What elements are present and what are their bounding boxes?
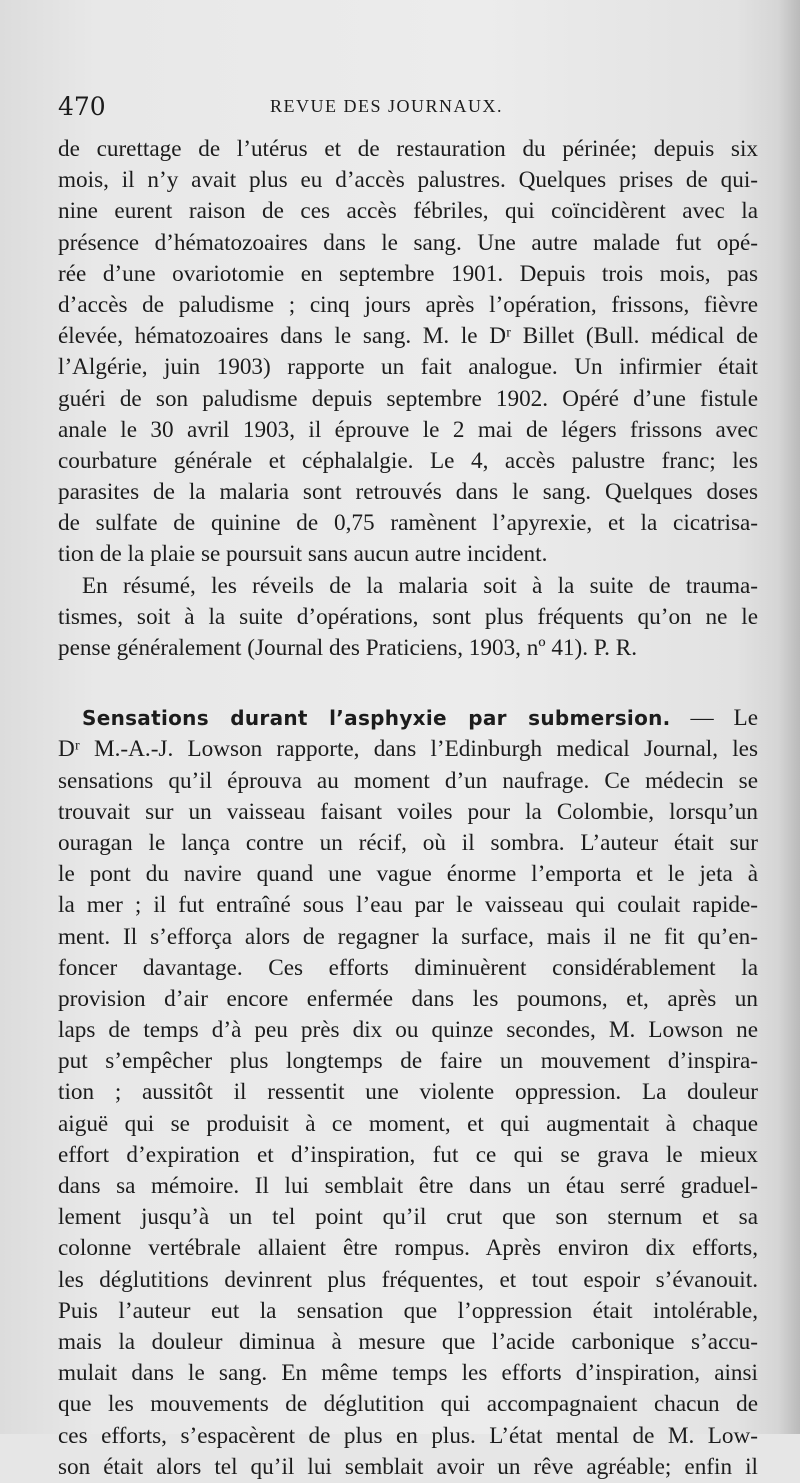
text-line: les déglutitions devinrent plus fréquentes, et tout espoir s’évanouit.	[58, 1266, 758, 1293]
text-line: aiguë qui se produisit à ce moment, et qui augmentait à chaque	[58, 1110, 758, 1137]
text-line: que les mouvements de déglutition qui accompagnaient chacun de	[58, 1391, 758, 1418]
text-line: tismes, soit à la suite d’opérations, sont plus fréquents qu’on ne le	[58, 603, 758, 630]
text-line: trouvait sur un vaisseau faisant voiles pour la Colombie, lorsqu’un	[58, 798, 758, 825]
text-line: En résumé, les réveils de la malaria soit à la suite de trauma-	[82, 572, 758, 599]
text-line: d’accès de paludisme ; cinq jours après l’opération, frissons, fièvre	[58, 291, 758, 318]
text-line: ces efforts, s’espacèrent de plus en plus. L’état mental de M. Low-	[58, 1422, 758, 1449]
text-line: tion de la plaie se poursuit sans aucun autre incident.	[58, 541, 548, 568]
text-line: put s’empêcher plus longtemps de faire un mouvement d’inspira-	[58, 1048, 758, 1075]
section-title-suffix: — Le	[670, 705, 758, 732]
text-line: lement jusqu’à un tel point qu’il crut que son sternum et sa	[58, 1204, 758, 1231]
text-line: mulait dans le sang. En même temps les efforts d’inspiration, ainsi	[58, 1360, 758, 1387]
text-line: provision d’air encore enfermée dans les poumons, et, après un	[58, 985, 758, 1012]
text-line: mois, il n’y avait plus eu d’accès palustres. Quelques prises de qui-	[58, 167, 758, 194]
text-line: guéri de son paludisme depuis septembre 1902. Opéré d’une fistule	[58, 385, 758, 412]
text-line: nine eurent raison de ces accès fébriles, qui coïncidèrent avec la	[58, 198, 758, 225]
section-title: Sensations durant l’asphyxie par submersion.	[82, 706, 671, 731]
text-line: laps de temps d’à peu près dix ou quinze secondes, M. Lowson ne	[58, 1017, 758, 1044]
text-line: effort d’expiration et d’inspiration, fut ce qui se grava le mieux	[58, 1141, 758, 1168]
text-line: rée d’une ovariotomie en septembre 1901. Depuis trois mois, pas	[58, 260, 758, 287]
text-line: le pont du navire quand une vague énorme l’emporta et le jeta à	[58, 861, 758, 888]
text-line: anale le 30 avril 1903, il éprouve le 2 mai de légers frissons avec	[58, 416, 758, 443]
text-line: mais la douleur diminua à mesure que l’acide carbonique s’accu-	[58, 1328, 758, 1355]
page-number: 470	[58, 92, 106, 121]
text-line: de sulfate de quinine de 0,75 ramènent l’apyrexie, et la cicatrisa-	[58, 510, 758, 537]
text-line: élevée, hématozoaires dans le sang. M. le Dʳ Billet (Bull. médical de	[58, 323, 758, 350]
text-line: Puis l’auteur eut la sensation que l’oppression était intolérable,	[58, 1297, 758, 1324]
running-title: REVUE DES JOURNAUX.	[270, 96, 504, 116]
text-line: courbature générale et céphalalgie. Le 4, accès palustre franc; les	[58, 447, 758, 474]
text-line: ment. Il s’efforça alors de regagner la surface, mais il ne fit qu’en-	[58, 923, 758, 950]
page-header	[58, 92, 748, 126]
body-text	[58, 134, 758, 1483]
paragraph-1	[58, 134, 758, 571]
text-line: colonne vertébrale allaient être rompus. Après environ dix efforts,	[58, 1235, 758, 1262]
text-line: son était alors tel qu’il lui semblait avoir un rêve agréable; enfin il	[58, 1453, 758, 1480]
text-line: présence d’hématozoaires dans le sang. Une autre malade fut opé-	[58, 229, 758, 256]
section-gap	[58, 664, 758, 703]
text-line: tion ; aussitôt il ressentit une violente oppression. La douleur	[58, 1079, 758, 1106]
section-2	[58, 703, 758, 1483]
text-line: foncer davantage. Ces efforts diminuèrent considérablement la	[58, 954, 758, 981]
text-line: ouragan le lança contre un récif, où il sombra. L’auteur était sur	[58, 829, 758, 856]
text-line: Dʳ M.-A.-J. Lowson rapporte, dans l’Edinburgh medical Journal, les	[58, 736, 758, 763]
text-line: pense généralement (Journal des Praticiens, 1903, nº 41). P. R.	[58, 635, 638, 661]
section-heading-line	[58, 703, 758, 734]
text-line: la mer ; il fut entraîné sous l’eau par le vaisseau qui coulait rapide-	[58, 892, 758, 919]
page-spine-shadow	[778, 0, 800, 1434]
text-line: sensations qu’il éprouva au moment d’un naufrage. Ce médecin se	[58, 767, 758, 794]
text-line: parasites de la malaria sont retrouvés dans le sang. Quelques doses	[58, 479, 758, 506]
text-line: dans sa mémoire. Il lui semblait être dans un étau serré graduel-	[58, 1173, 758, 1199]
text-line: de curettage de l’utérus et de restauration du périnée; depuis six	[58, 136, 758, 162]
paragraph-2	[58, 571, 758, 665]
text-line: l’Algérie, juin 1903) rapporte un fait analogue. Un infirmier était	[58, 354, 758, 381]
